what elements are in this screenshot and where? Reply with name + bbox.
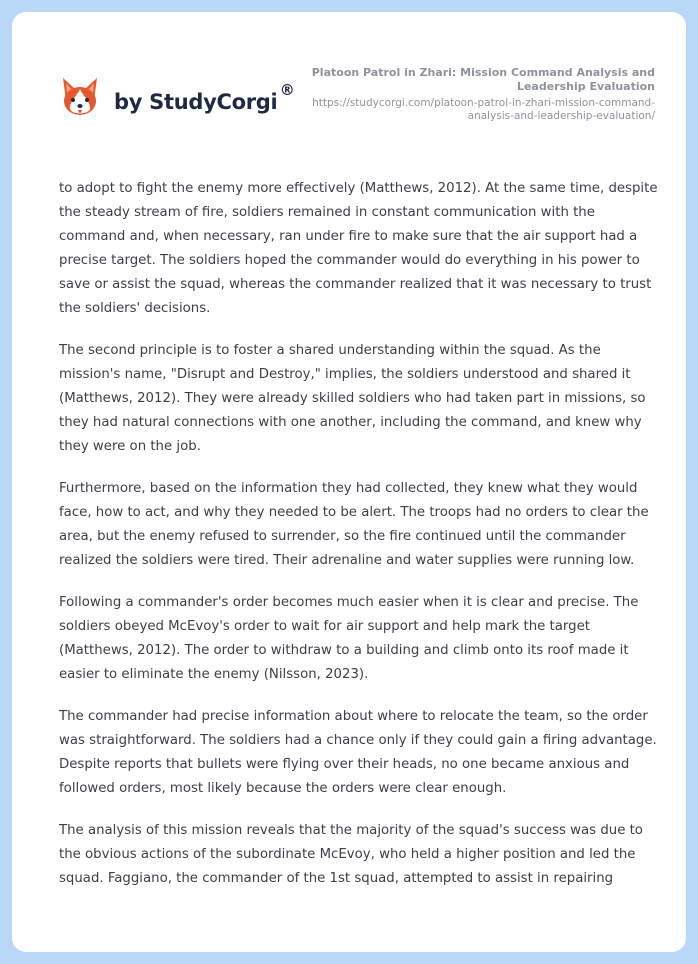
article-body — [59, 177, 659, 909]
paragraph: The analysis of this mission reveals that the majority of the squad's success was due to the obvious actions of the subordinate McEvoy, who held a higher position and led the squad. Faggiano, the commander of the 1st squad, attempted to assist in repairing — [59, 823, 643, 886]
paragraph: The second principle is to foster a shared understanding within the squad. As the mission's name, "Disrupt and Destroy," implies, the soldiers understood and shared it (Matthews, 2012). They were already skilled soldiers who had taken part in missions, so they had natural connections with one another, including the command, and knew why they were on the job. — [59, 343, 646, 454]
paragraph: Furthermore, based on the information they had collected, they knew what they would face, how to act, and why they needed to be alert. The troops had no orders to clear the area, but the enemy refused to surrender, so the fire continued until the commander realized the soldiers were tired. Their adrenaline and water supplies were running low. — [59, 481, 649, 568]
document-meta — [295, 66, 655, 123]
document-title: Platoon Patrol in Zhari: Mission Command Analysis and Leadership Evaluation — [311, 66, 655, 93]
corgi-logo-icon — [60, 76, 100, 120]
registered-mark: ® — [279, 81, 295, 99]
studycorgi-logo[interactable] — [60, 76, 295, 120]
paragraph: The commander had precise information about where to relocate the team, so the order was straightforward. The soldiers had a chance only if they could gain a firing advantage. Despite reports that bullets were flying over their heads, no one became anxious and followed orders, most likely because the orders were clear enough. — [59, 709, 657, 796]
paragraph: Following a commander's order becomes much easier when it is clear and precise. The soldiers obeyed McEvoy's order to wait for air support and help mark the target (Matthews, 2012). The order to withdraw to a building and climb onto its roof made it easier to eliminate the enemy (Nilsson, 2023). — [59, 595, 639, 682]
document-url[interactable]: https://studycorgi.com/platoon-patrol-in-zhari-mission-command-analysis-and-leadership-evaluation/ — [312, 97, 655, 122]
document-page — [12, 12, 686, 952]
paragraph: to adopt to fight the enemy more effectively (Matthews, 2012). At the same time, despite the steady stream of fire, soldiers remained in constant communication with the command and, when necessary, ran under fire to make sure that the air support had a precise target. The soldiers hoped the commander would do everything in his power to save or assist the squad, whereas the commander realized that it was necessary to trust the soldiers' decisions. — [59, 181, 658, 316]
brand-name — [114, 81, 295, 114]
brand-name-text: by StudyCorgi — [114, 90, 278, 114]
